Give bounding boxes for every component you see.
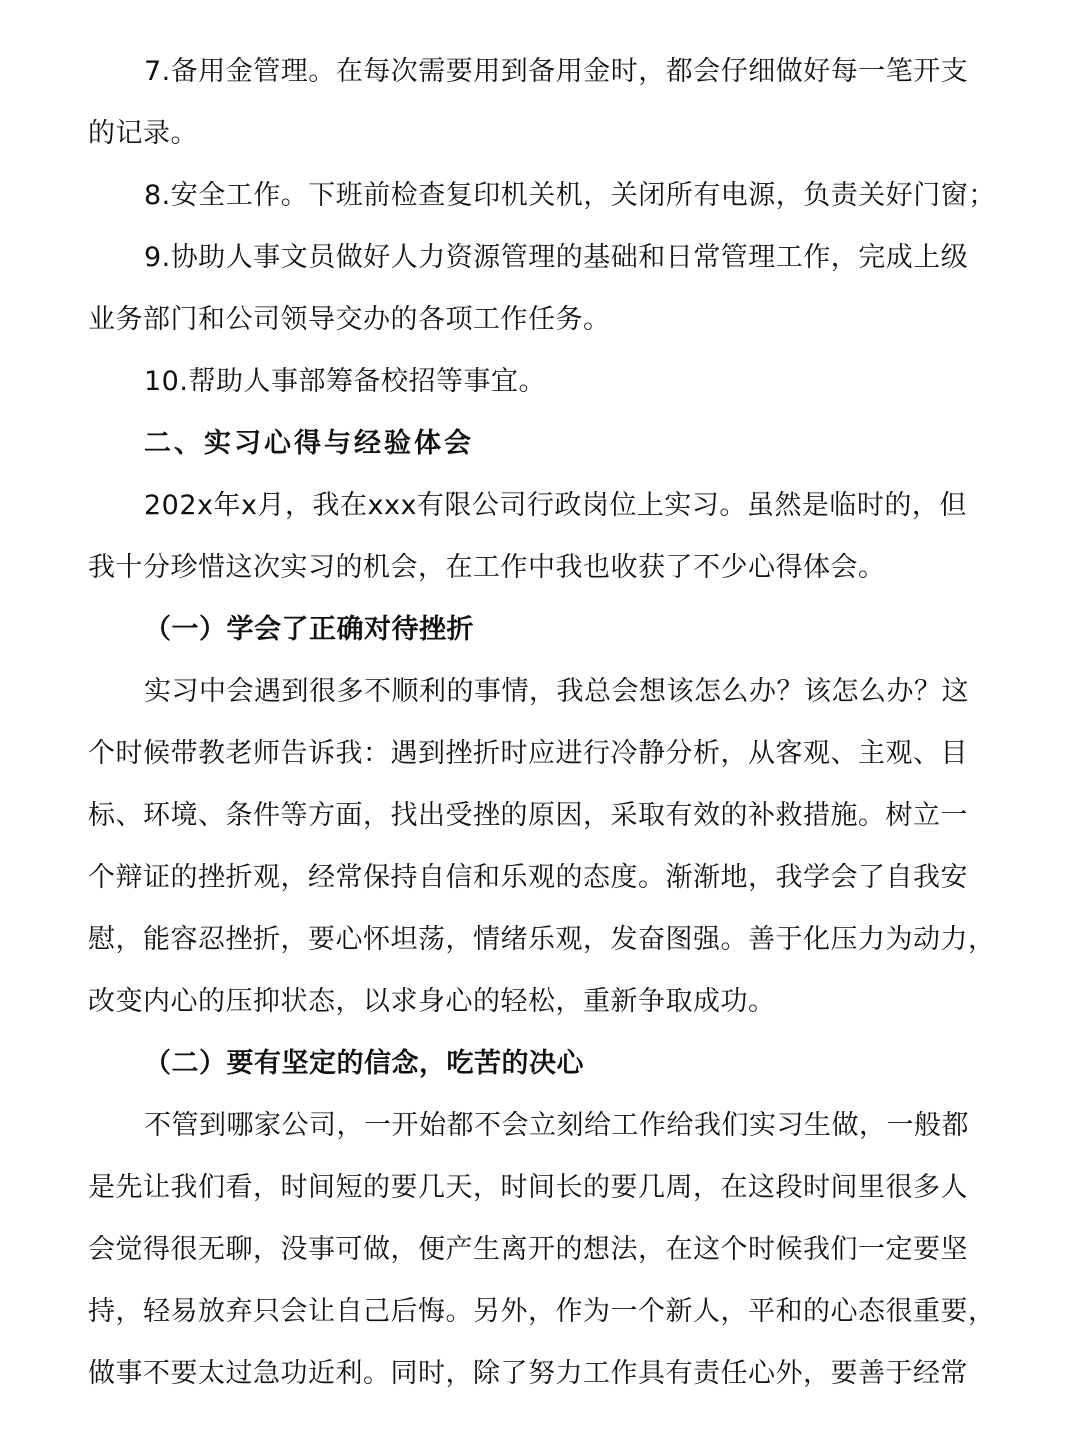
para2-line-2: 是先让我们看，时间短的要几天，时间长的要几周，在这段时间里很多人 bbox=[88, 1172, 968, 1203]
para1-line-4: 个辩证的挫折观，经常保持自信和乐观的态度。渐渐地，我学会了自我安 bbox=[88, 862, 968, 893]
item-8-line-1: 8.安全工作。下班前检查复印机关机，关闭所有电源，负责关好门窗； bbox=[144, 180, 996, 211]
item-7-line-2: 的记录。 bbox=[88, 118, 198, 149]
item-9-line-2: 业务部门和公司领导交办的各项工作任务。 bbox=[88, 304, 611, 335]
para1-line-5: 慰，能容忍挫折，要心怀坦荡，情绪乐观，发奋图强。善于化压力为动力， bbox=[88, 924, 996, 955]
subheading-2: （二）要有坚定的信念，吃苦的决心 bbox=[144, 1048, 584, 1079]
subheading-1: （一）学会了正确对待挫折 bbox=[144, 614, 474, 645]
para1-line-2: 个时候带教老师告诉我：遇到挫折时应进行冷静分析，从客观、主观、目 bbox=[88, 738, 968, 769]
item-7-line-1: 7.备用金管理。在每次需要用到备用金时，都会仔细做好每一笔开支 bbox=[144, 56, 969, 87]
item-10-line-1: 10.帮助人事部筹备校招等事宜。 bbox=[144, 366, 546, 397]
intro-line-1: 202x年x月，我在xxx有限公司行政岗位上实习。虽然是临时的，但 bbox=[144, 490, 967, 521]
para2-line-5: 做事不要太过急功近利。同时，除了努力工作具有责任心外，要善于经常 bbox=[88, 1358, 968, 1389]
para2-line-4: 持，轻易放弃只会让自己后悔。另外，作为一个新人，平和的心态很重要， bbox=[88, 1296, 996, 1327]
para1-line-6: 改变内心的压抑状态，以求身心的轻松，重新争取成功。 bbox=[88, 986, 776, 1017]
para1-line-3: 标、环境、条件等方面，找出受挫的原因，采取有效的补救措施。树立一 bbox=[88, 800, 968, 831]
section-heading: 二、实习心得与经验体会 bbox=[144, 428, 474, 459]
item-9-line-1: 9.协助人事文员做好人力资源管理的基础和日常管理工作，完成上级 bbox=[144, 242, 969, 273]
para2-line-1: 不管到哪家公司，一开始都不会立刻给工作给我们实习生做，一般都 bbox=[144, 1110, 969, 1141]
para2-line-3: 会觉得很无聊，没事可做，便产生离开的想法，在这个时候我们一定要坚 bbox=[88, 1234, 968, 1265]
intro-line-2: 我十分珍惜这次实习的机会，在工作中我也收获了不少心得体会。 bbox=[88, 552, 886, 583]
para1-line-1: 实习中会遇到很多不顺利的事情，我总会想该怎么办？该怎么办？这 bbox=[144, 676, 969, 707]
